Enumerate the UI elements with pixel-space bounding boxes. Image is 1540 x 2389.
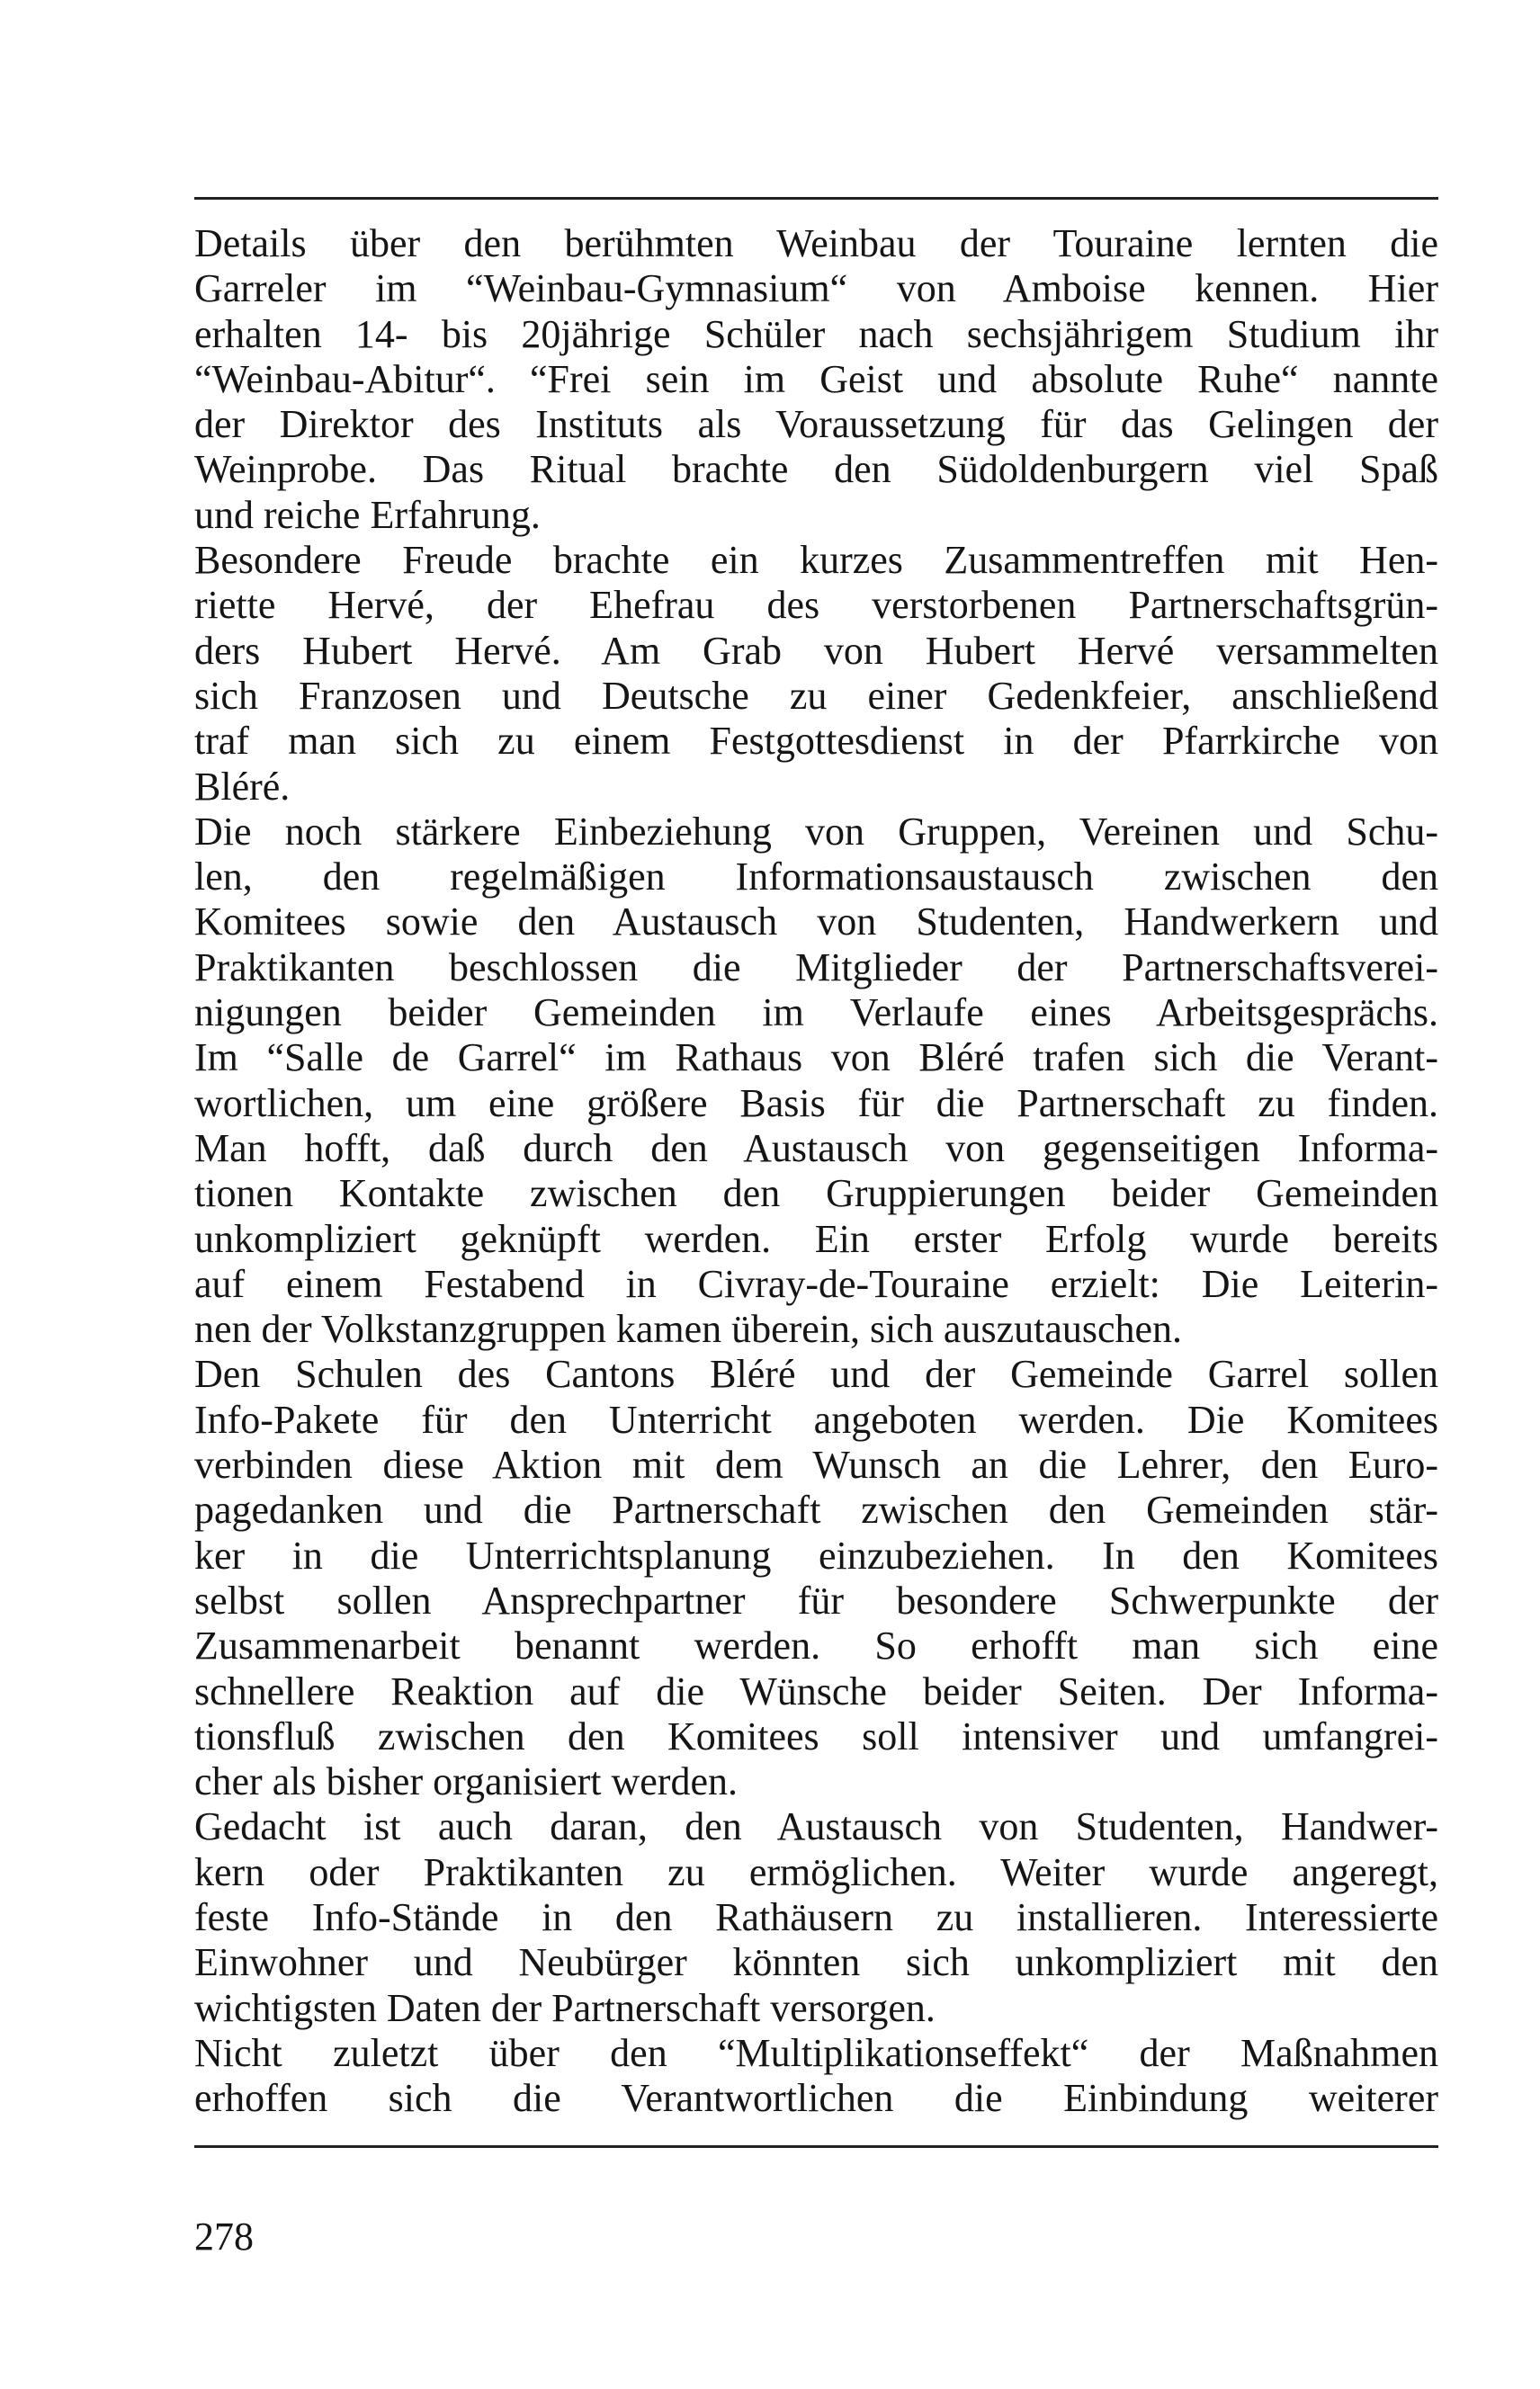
text-line: kern oder Praktikanten zu ermöglichen. Weiter wurde angeregt, [194,1849,1438,1894]
bottom-rule [194,2145,1438,2148]
text-line: Den Schulen des Cantons Bléré und der Gemeinde Garrel sollen [194,1352,1438,1397]
text-line: tionsfluß zwischen den Komitees soll intensiver und umfangrei- [194,1713,1438,1758]
text-line: wortlichen, um eine größere Basis für die Partnerschaft zu finden. [194,1080,1438,1125]
paragraph [194,1352,1438,1804]
text-line: erhalten 14- bis 20jährige Schüler nach sechsjährigem Studium ihr [194,311,1438,356]
paragraph [194,2031,1438,2122]
text-line: erhoffen sich die Verantwortlichen die Einbindung weiterer [194,2076,1438,2121]
text-line: selbst sollen Ansprechpartner für besondere Schwerpunkte der [194,1578,1438,1623]
text-line: pagedanken und die Partnerschaft zwischen den Gemeinden stär- [194,1488,1438,1533]
text-line: nen der Volkstanzgruppen kamen überein, sich auszutauschen. [194,1307,1183,1352]
text-line: Praktikanten beschlossen die Mitglieder der Partnerschaftsverei- [194,944,1438,989]
text-line: wichtigsten Daten der Partnerschaft versorgen. [194,1985,936,2030]
page-number: 278 [194,2215,254,2259]
text-line: tionen Kontakte zwischen den Gruppierungen beider Gemeinden [194,1171,1438,1216]
text-line: len, den regelmäßigen Informationsaustausch zwischen den [194,854,1438,899]
text-line: Bléré. [194,764,291,809]
text-line: Einwohner und Neubürger könnten sich unkompliziert mit den [194,1940,1438,1985]
text-line: feste Info-Stände in den Rathäusern zu installieren. Interessierte [194,1894,1438,1939]
text-line: Zusammenarbeit benannt werden. So erhofft man sich eine [194,1624,1438,1669]
text-line: Man hofft, daß durch den Austausch von gegenseitigen Informa- [194,1125,1438,1170]
text-line: Gedacht ist auch daran, den Austausch von Studenten, Handwer- [194,1804,1438,1849]
paragraph [194,221,1438,538]
text-line: Besondere Freude brachte ein kurzes Zusammentreffen mit Hen- [194,538,1438,583]
text-line: riette Hervé, der Ehefrau des verstorbenen Partnerschaftsgrün- [194,583,1438,628]
text-line: der Direktor des Instituts als Voraussetzung für das Gelingen der [194,402,1438,447]
text-line: Garreler im “Weinbau-Gymnasium“ von Amboise kennen. Hier [194,266,1438,311]
text-line: und reiche Erfahrung. [194,492,541,537]
paragraph [194,538,1438,810]
text-line: traf man sich zu einem Festgottesdienst in der Pfarrkirche von [194,719,1438,764]
body-text [194,221,1438,2121]
text-line: schnellere Reaktion auf die Wünsche beider Seiten. Der Informa- [194,1669,1438,1713]
text-line: verbinden diese Aktion mit dem Wunsch an die Lehrer, den Euro- [194,1443,1438,1488]
text-line: auf einem Festabend in Civray-de-Touraine erzielt: Die Leiterin- [194,1261,1438,1306]
text-line: Die noch stärkere Einbeziehung von Gruppen, Vereinen und Schu- [194,809,1438,854]
text-line: Details über den berühmten Weinbau der Touraine lernten die [194,221,1438,265]
text-line: ders Hubert Hervé. Am Grab von Hubert Hervé versammelten [194,628,1438,673]
text-line: Komitees sowie den Austausch von Studenten, Handwerkern und [194,899,1438,944]
text-line: ker in die Unterrichtsplanung einzubeziehen. In den Komitees [194,1533,1438,1578]
text-line: “Weinbau-Abitur“. “Frei sein im Geist und absolute Ruhe“ nannte [194,356,1438,401]
text-line: nigungen beider Gemeinden im Verlaufe eines Arbeitsgesprächs. [194,990,1438,1035]
text-line: unkompliziert geknüpft werden. Ein erster Erfolg wurde bereits [194,1216,1438,1261]
text-line: Im “Salle de Garrel“ im Rathaus von Bléré trafen sich die Verant- [194,1035,1438,1080]
paragraph [194,1804,1438,2030]
text-line: Info-Pakete für den Unterricht angeboten werden. Die Komitees [194,1397,1438,1442]
paragraph [194,810,1438,1353]
text-line: cher als bisher organisiert werden. [194,1759,738,1804]
top-rule [194,197,1438,200]
text-line: Weinprobe. Das Ritual brachte den Südoldenburgern viel Spaß [194,447,1438,492]
text-line: Nicht zuletzt über den “Multiplikationseffekt“ der Maßnahmen [194,2030,1438,2075]
text-line: sich Franzosen und Deutsche zu einer Gedenkfeier, anschließend [194,673,1438,718]
